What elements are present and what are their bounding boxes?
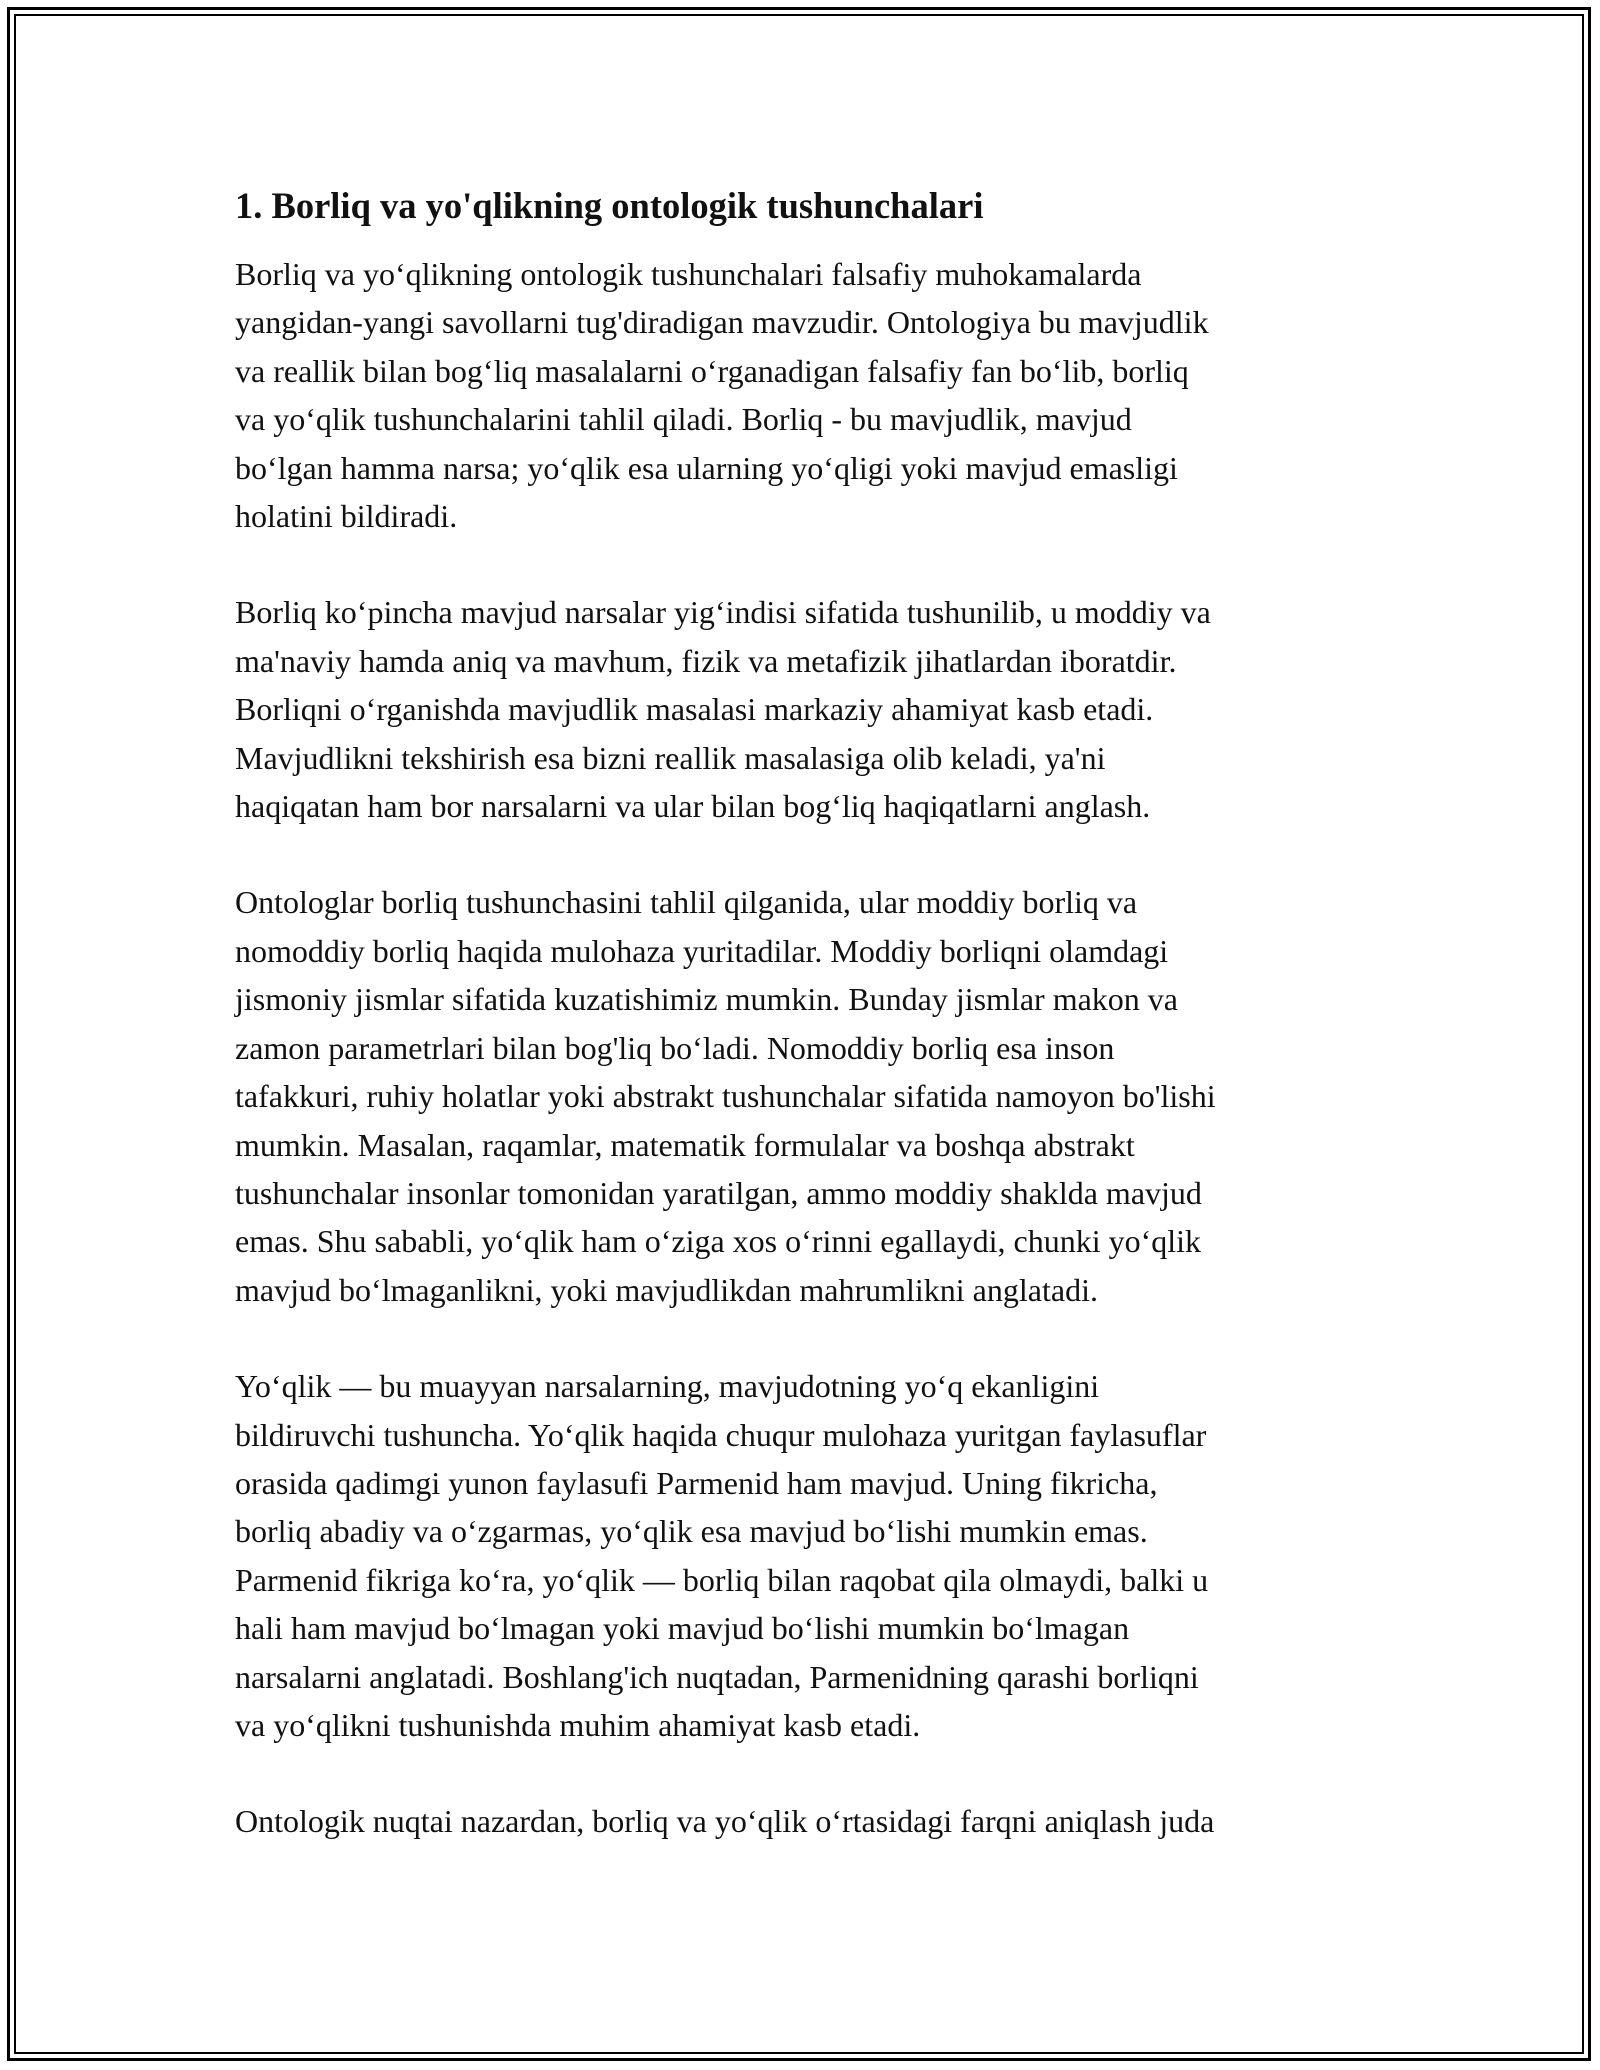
text-line: zamon parametrlari bilan bog'liq boʻladi. Nomoddiy borliq esa inson — [235, 1029, 1115, 1066]
text-line: hali ham mavjud boʻlmagan yoki mavjud boʻlishi mumkin boʻlmagan — [235, 1610, 1130, 1647]
text-line: narsalarni anglatadi. Boshlang'ich nuqtadan, Parmenidning qarashi borliqni — [235, 1658, 1199, 1695]
text-line: nomoddiy borliq haqida mulohaza yuritadilar. Moddiy borliqni olamdagi — [235, 932, 1169, 969]
text-line: mavjud boʻlmaganlikni, yoki mavjudlikdan mahrumlikni anglatadi. — [235, 1271, 1098, 1308]
text-line: jismoniy jismlar sifatida kuzatishimiz mumkin. Bunday jismlar makon va — [235, 981, 1178, 1018]
text-line: tafakkuri, ruhiy holatlar yoki abstrakt tushunchalar sifatida namoyon bo'lishi — [235, 1078, 1216, 1115]
text-line: Borliqni oʻrganishda mavjudlik masalasi markaziy ahamiyat kasb etadi. — [235, 691, 1154, 728]
section-heading: 1. Borliq va yo'qlikning ontologik tushunchalari — [235, 185, 984, 226]
text-line: borliq abadiy va oʻzgarmas, yoʻqlik esa mavjud boʻlishi mumkin emas. — [235, 1513, 1148, 1550]
text-line: va yoʻqlikni tushunishda muhim ahamiyat kasb etadi. — [235, 1706, 921, 1743]
text-line: orasida qadimgi yunon faylasufi Parmenid ham mavjud. Uning fikricha, — [235, 1464, 1158, 1501]
text-line: Ontologik nuqtai nazardan, borliq va yoʻqlik oʻrtasidagi farqni aniqlash juda — [235, 1803, 1215, 1840]
text-line: Mavjudlikni tekshirish esa bizni reallik masalasiga olib keladi, ya'ni — [235, 739, 1106, 776]
paragraph-4 — [235, 1362, 1363, 1749]
text-line: tushunchalar insonlar tomonidan yaratilgan, ammo moddiy shaklda mavjud — [235, 1174, 1202, 1211]
paragraph-5 — [235, 1797, 1363, 1845]
text-line: va reallik bilan bogʻliq masalalarni oʻrganadigan falsafiy fan boʻlib, borliq — [235, 352, 1189, 389]
text-line: Yoʻqlik — bu muayyan narsalarning, mavjudotning yoʻq ekanligini — [235, 1368, 1100, 1405]
text-line: Parmenid fikriga koʻra, yoʻqlik — borliq bilan raqobat qila olmaydi, balki u — [235, 1561, 1209, 1598]
text-line: holatini bildiradi. — [235, 498, 458, 535]
text-line: emas. Shu sababli, yoʻqlik ham oʻziga xos oʻrinni egallaydi, chunki yoʻqlik — [235, 1223, 1202, 1260]
text-line: yangidan-yangi savollarni tug'diradigan mavzudir. Ontologiya bu mavjudlik — [235, 304, 1209, 341]
text-line: Borliq va yoʻqlikning ontologik tushunchalari falsafiy muhokamalarda — [235, 256, 1142, 292]
text-line: va yoʻqlik tushunchalarini tahlil qiladi. Borliq - bu mavjudlik, mavjud — [235, 401, 1132, 438]
paragraph-2 — [235, 588, 1363, 830]
text-line: ma'naviy hamda aniq va mavhum, fizik va metafizik jihatlardan iboratdir. — [235, 642, 1177, 679]
document-body — [235, 184, 1363, 1894]
text-line: Borliq koʻpincha mavjud narsalar yigʻindisi sifatida tushunilib, u moddiy va — [235, 594, 1211, 631]
text-line: bildiruvchi tushuncha. Yoʻqlik haqida chuqur mulohaza yuritgan faylasuflar — [235, 1416, 1207, 1453]
text-line: haqiqatan ham bor narsalarni va ular bilan bogʻliq haqiqatlarni anglash. — [235, 788, 1151, 825]
text-line: mumkin. Masalan, raqamlar, matematik formulalar va boshqa abstrakt — [235, 1126, 1135, 1163]
paragraph-1 — [235, 250, 1363, 540]
text-line: boʻlgan hamma narsa; yoʻqlik esa ularning yoʻqligi yoki mavjud emasligi — [235, 449, 1178, 486]
text-line: Ontologlar borliq tushunchasini tahlil qilganida, ular moddiy borliq va — [235, 884, 1138, 921]
paragraph-3 — [235, 878, 1363, 1314]
